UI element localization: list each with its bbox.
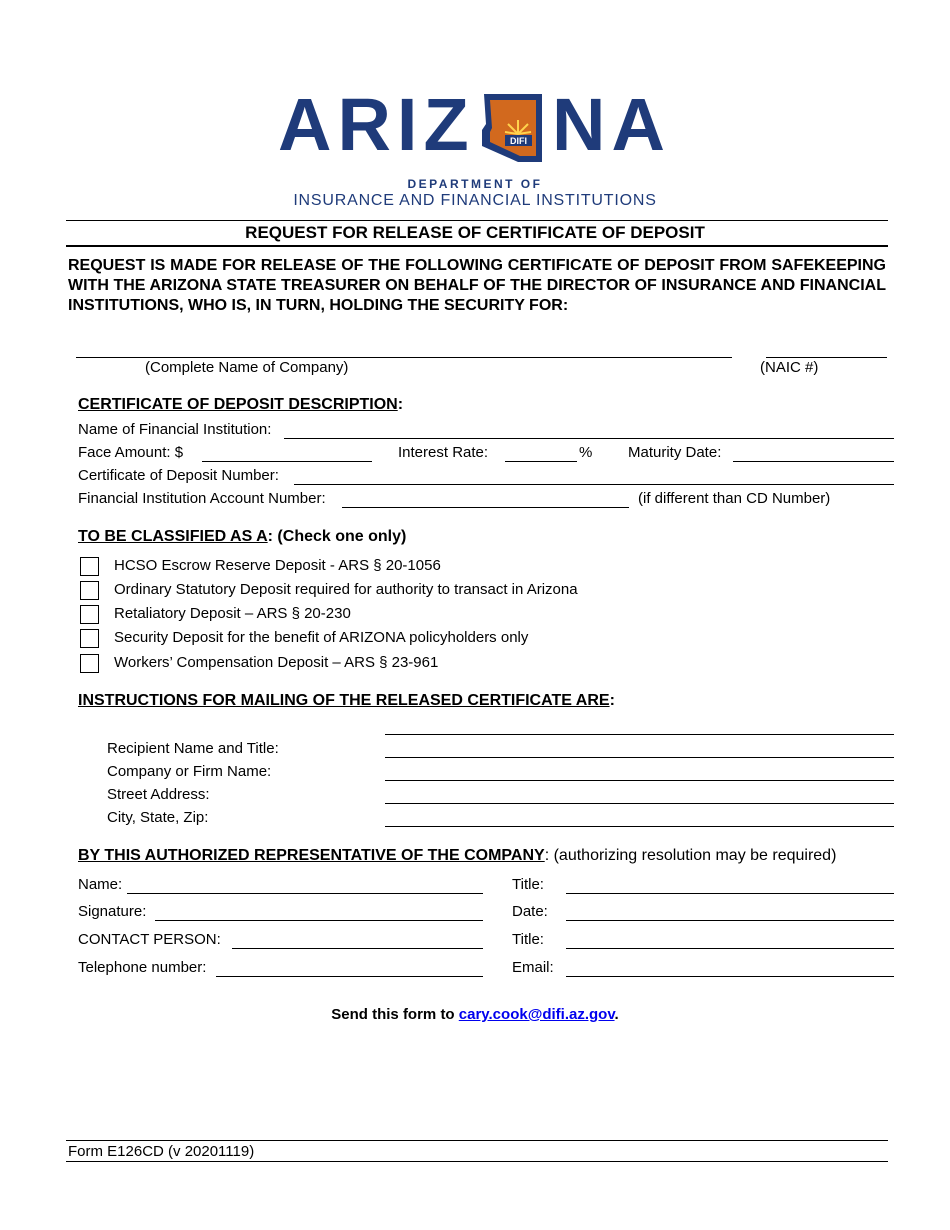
interest-rate-input[interactable]	[505, 461, 577, 462]
face-amount-label: Face Amount: $	[78, 444, 184, 461]
checkbox-retaliatory[interactable]	[80, 605, 99, 624]
logo-text-left: ARIZ	[278, 83, 475, 166]
checkbox-hcso-escrow[interactable]	[80, 557, 99, 576]
institution-label: Name of Financial Institution:	[78, 421, 272, 438]
firm-name-input[interactable]	[385, 780, 894, 781]
percent-sign: %	[579, 444, 593, 461]
contact-person-input[interactable]	[232, 948, 483, 949]
city-state-zip-input[interactable]	[385, 826, 894, 827]
email-input[interactable]	[566, 976, 894, 977]
cd-number-label: Certificate of Deposit Number:	[78, 467, 279, 484]
street-address-label: Street Address:	[107, 786, 210, 803]
cd-description-heading: CERTIFICATE OF DEPOSIT DESCRIPTION:	[78, 396, 404, 413]
option-retaliatory-label: Retaliatory Deposit – ARS § 20-230	[114, 605, 351, 622]
arizona-state-icon	[478, 90, 548, 166]
rep-name-label: Name:	[78, 876, 123, 893]
telephone-input[interactable]	[216, 976, 483, 977]
rep-title-label: Title:	[512, 876, 544, 893]
maturity-date-input[interactable]	[733, 461, 894, 462]
rep-title-input[interactable]	[566, 893, 894, 894]
recipient-name-input[interactable]	[385, 757, 894, 758]
representative-heading: BY THIS AUTHORIZED REPRESENTATIVE OF THE COMPANY: (authorizing resolution may be required)	[78, 847, 837, 864]
option-security-deposit-label: Security Deposit for the benefit of ARIZONA policyholders only	[114, 629, 529, 646]
signature-input[interactable]	[155, 920, 483, 921]
department-name: INSURANCE AND FINANCIAL INSTITUTIONS	[293, 192, 657, 209]
send-instruction: Send this form to cary.cook@difi.az.gov.	[331, 1006, 619, 1023]
street-address-input[interactable]	[385, 803, 894, 804]
date-input[interactable]	[566, 920, 894, 921]
checkbox-security-deposit[interactable]	[80, 629, 99, 648]
face-amount-input[interactable]	[202, 461, 372, 462]
option-ordinary-statutory-label: Ordinary Statutory Deposit required for authority to transact in Arizona	[114, 581, 578, 598]
logo-badge: DIFI	[510, 136, 527, 146]
recipient-name-label: Recipient Name and Title:	[107, 740, 279, 757]
logo-text-right: NA	[552, 83, 671, 166]
naic-label: (NAIC #)	[760, 359, 819, 376]
mailing-heading: INSTRUCTIONS FOR MAILING OF THE RELEASED CERTIFICATE ARE:	[78, 692, 615, 709]
send-email-link[interactable]: cary.cook@difi.az.gov	[458, 1006, 615, 1023]
city-state-zip-label: City, State, Zip:	[107, 809, 209, 826]
department-of: DEPARTMENT OF	[407, 177, 543, 191]
intro-paragraph: REQUEST IS MADE FOR RELEASE OF THE FOLLOWING CERTIFICATE OF DEPOSIT FROM SAFEKEEPING WITH THE ARIZONA STATE TREASURER ON BEHALF OF THE DIRECTOR OF INSURANCE AND FINANCIAL INSTITUTIONS, WHO IS, IN TURN, HOLDING THE SECURITY FOR:	[68, 257, 886, 314]
account-number-input[interactable]	[342, 507, 629, 508]
form-id: Form E126CD (v 20201119)	[68, 1143, 255, 1160]
company-name-input[interactable]	[76, 357, 732, 358]
title-top-rule	[66, 220, 888, 221]
signature-label: Signature:	[78, 903, 147, 920]
contact-title-label: Title:	[512, 931, 544, 948]
classification-heading: TO BE CLASSIFIED AS A: (Check one only)	[78, 528, 407, 545]
checkbox-ordinary-statutory[interactable]	[80, 581, 99, 600]
interest-rate-label: Interest Rate:	[398, 444, 489, 461]
firm-name-label: Company or Firm Name:	[107, 763, 272, 780]
contact-title-input[interactable]	[566, 948, 894, 949]
footer-bottom-rule	[66, 1161, 888, 1162]
company-name-label: (Complete Name of Company)	[145, 359, 349, 376]
page-title: REQUEST FOR RELEASE OF CERTIFICATE OF DEPOSIT	[245, 223, 705, 242]
institution-input[interactable]	[284, 438, 894, 439]
option-workers-comp-label: Workers’ Compensation Deposit – ARS § 23-961	[114, 654, 439, 671]
email-label: Email:	[512, 959, 554, 976]
option-hcso-escrow-label: HCSO Escrow Reserve Deposit - ARS § 20-1056	[114, 557, 441, 574]
rep-name-input[interactable]	[127, 893, 483, 894]
account-number-note: (if different than CD Number)	[638, 490, 831, 507]
contact-person-label: CONTACT PERSON:	[78, 931, 221, 948]
title-bottom-rule	[66, 245, 888, 247]
account-number-label: Financial Institution Account Number:	[78, 490, 326, 507]
date-label: Date:	[512, 903, 548, 920]
mailing-top-rule	[385, 734, 894, 735]
checkbox-workers-comp[interactable]	[80, 654, 99, 673]
naic-input[interactable]	[766, 357, 887, 358]
telephone-label: Telephone number:	[78, 959, 207, 976]
cd-number-input[interactable]	[294, 484, 894, 485]
maturity-date-label: Maturity Date:	[628, 444, 722, 461]
footer-top-rule	[66, 1140, 888, 1141]
